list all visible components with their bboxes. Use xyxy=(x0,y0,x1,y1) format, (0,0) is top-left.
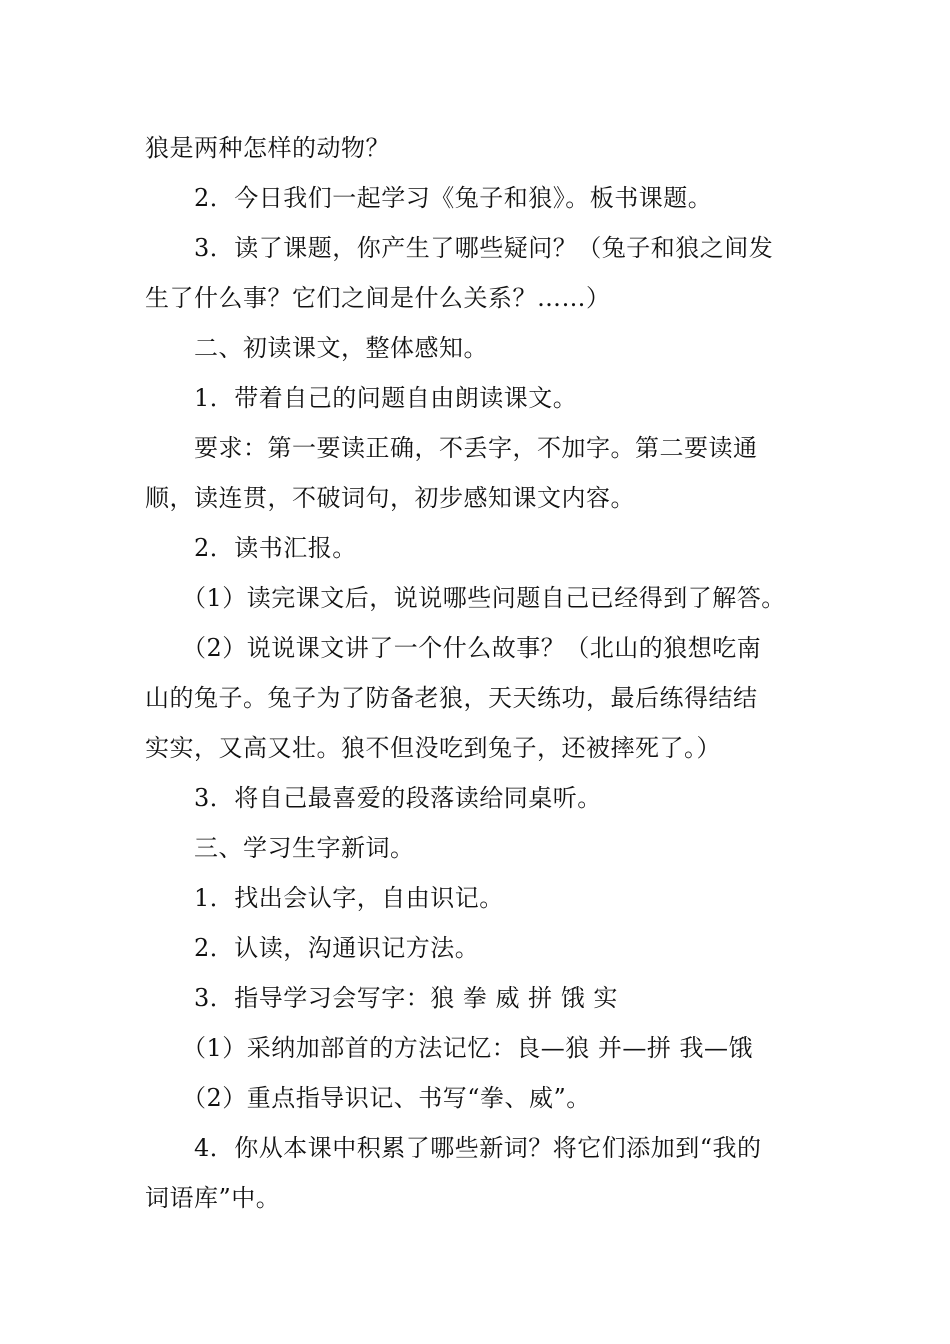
text-line: （2）重点指导识记、书写“拳、威”。 xyxy=(145,1084,591,1112)
text-line: （1）读完课文后，说说哪些问题自己已经得到了解答。 xyxy=(145,584,786,612)
text-line: 4．你从本课中积累了哪些新词？将它们添加到“我的 xyxy=(145,1134,762,1162)
text-line: 3．将自己最喜爱的段落读给同桌听。 xyxy=(145,784,602,812)
text-line: 1．带着自己的问题自由朗读课文。 xyxy=(145,384,578,412)
text-line: 山的兔子。兔子为了防备老狼，天天练功，最后练得结结 xyxy=(145,684,758,712)
text-line: 2．今日我们一起学习《兔子和狼》。板书课题。 xyxy=(145,184,713,212)
text-line: 词语库”中。 xyxy=(145,1184,281,1212)
text-line: 顺，读连贯，不破词句，初步感知课文内容。 xyxy=(145,484,635,512)
text-line: （2）说说课文讲了一个什么故事？（北山的狼想吃南 xyxy=(145,634,762,662)
text-line: 实实，又高又壮。狼不但没吃到兔子，还被摔死了。） xyxy=(145,734,721,762)
text-line: 生了什么事？它们之间是什么关系？……） xyxy=(145,284,611,312)
text-line: 2．读书汇报。 xyxy=(145,534,357,562)
text-line: 3．读了课题，你产生了哪些疑问？（兔子和狼之间发 xyxy=(145,234,774,262)
text-line: 2．认读，沟通识记方法。 xyxy=(145,934,480,962)
text-line: 狼是两种怎样的动物？ xyxy=(145,134,390,162)
text-line: 1．找出会认字，自由识记。 xyxy=(145,884,504,912)
text-line: 3．指导学习会写字：狼 拳 威 拼 饿 实 xyxy=(145,984,618,1012)
section-heading: 二、初读课文，整体感知。 xyxy=(145,334,488,362)
section-heading: 三、学习生字新词。 xyxy=(145,834,415,862)
text-line: （1）采纳加部首的方法记忆：良—狼 并—拼 我—饿 xyxy=(145,1034,754,1062)
text-line: 要求：第一要读正确，不丢字，不加字。第二要读通 xyxy=(145,434,758,462)
